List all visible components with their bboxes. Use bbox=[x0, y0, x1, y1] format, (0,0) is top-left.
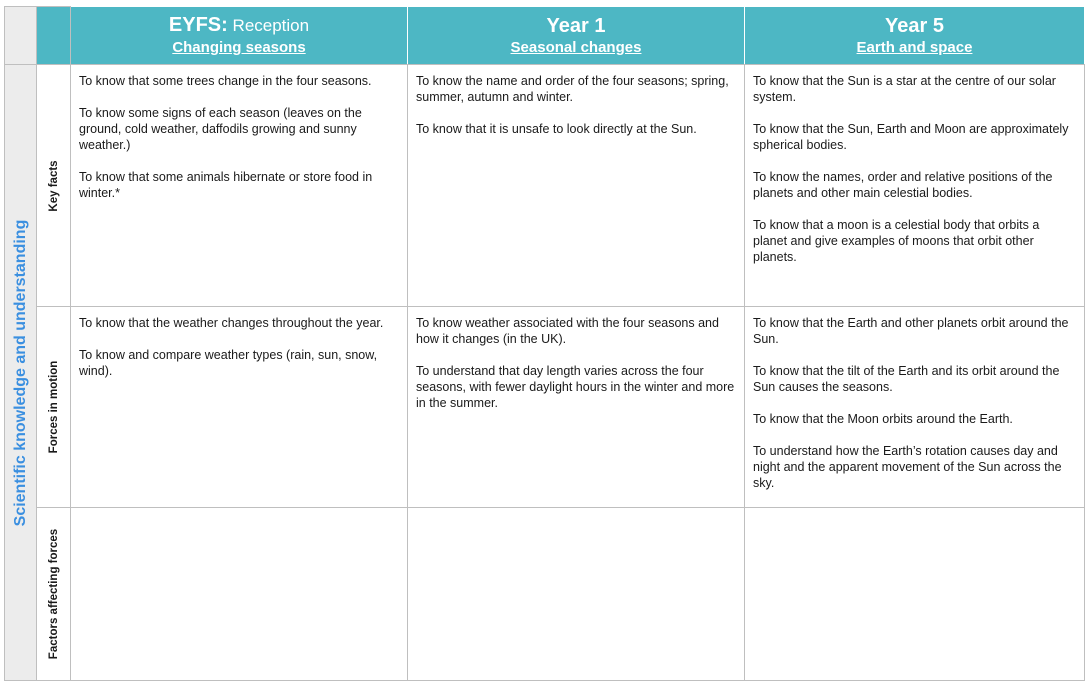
fact-text: To know that the Sun, Earth and Moon are approximately spherical bodies. bbox=[753, 122, 1069, 152]
table-row bbox=[5, 65, 1085, 307]
content-cell bbox=[408, 65, 745, 307]
fact-text: To know weather associated with the four seasons and how it changes (in the UK). bbox=[416, 316, 719, 346]
column-year: EYFS: Reception bbox=[168, 14, 310, 36]
fact-text: To know that some animals hibernate or store food in winter.* bbox=[79, 170, 373, 200]
content-cell bbox=[408, 307, 745, 508]
column-header-year1 bbox=[408, 7, 745, 65]
fact-text: To know the names, order and relative positions of the planets and other main celestial bodies. bbox=[753, 170, 1053, 200]
section-label-cell bbox=[5, 65, 37, 681]
fact-text: To know that the Earth and other planets orbit around the Sun. bbox=[753, 316, 1069, 346]
column-year: Year 5 bbox=[885, 14, 944, 37]
row-label-cell bbox=[37, 65, 71, 307]
content-cell bbox=[745, 307, 1085, 508]
fact-text: To know the name and order of the four seasons; spring, summer, autumn and winter. bbox=[416, 74, 729, 104]
table-row bbox=[5, 307, 1085, 508]
content-cell bbox=[71, 307, 408, 508]
corner-cell-teal bbox=[37, 7, 71, 65]
content-cell bbox=[71, 65, 408, 307]
fact-text: To know that the weather changes throughout the year. bbox=[79, 316, 384, 330]
row-label-cell bbox=[37, 307, 71, 508]
row-label: Forces in motion bbox=[47, 360, 60, 454]
content-cell bbox=[408, 508, 745, 681]
column-topic-link[interactable]: Earth and space bbox=[856, 38, 973, 56]
column-topic-link[interactable]: Seasonal changes bbox=[510, 38, 642, 56]
row-label: Key facts bbox=[47, 159, 60, 212]
column-header-eyfs bbox=[71, 7, 408, 65]
fact-text: To know that the tilt of the Earth and its orbit around the Sun causes the seasons. bbox=[753, 364, 1060, 394]
fact-text: To know and compare weather types (rain, sun, snow, wind). bbox=[79, 348, 378, 378]
fact-text: To know that the Sun is a star at the centre of our solar system. bbox=[753, 74, 1056, 104]
column-header-year5 bbox=[745, 7, 1085, 65]
row-label: Factors affecting forces bbox=[47, 528, 60, 660]
fact-text: To know that it is unsafe to look directly at the Sun. bbox=[416, 122, 697, 136]
header-row bbox=[5, 7, 1085, 65]
content-cell bbox=[71, 508, 408, 681]
fact-text: To understand how the Earth’s rotation causes day and night and the apparent movement of the Sun across the sky. bbox=[753, 444, 1062, 490]
fact-text: To know some signs of each season (leaves on the ground, cold weather, daffodils growing and sunny weather.) bbox=[79, 106, 362, 152]
section-label: Scientific knowledge and understanding bbox=[11, 219, 29, 526]
fact-text: To understand that day length varies across the four seasons, with fewer daylight hours in the winter and more in the summer. bbox=[416, 364, 735, 410]
table-row bbox=[5, 508, 1085, 681]
curriculum-table bbox=[4, 6, 1085, 681]
content-cell bbox=[745, 65, 1085, 307]
fact-text: To know that the Moon orbits around the Earth. bbox=[753, 412, 1013, 426]
column-topic-link[interactable]: Changing seasons bbox=[172, 39, 306, 56]
corner-cell bbox=[5, 7, 37, 65]
column-year: Year 1 bbox=[546, 14, 606, 37]
content-cell bbox=[745, 508, 1085, 681]
fact-text: To know that a moon is a celestial body that orbits a planet and give examples of moons that orbit other planets. bbox=[753, 218, 1040, 264]
row-label-cell bbox=[37, 508, 71, 681]
fact-text: To know that some trees change in the four seasons. bbox=[79, 74, 372, 88]
